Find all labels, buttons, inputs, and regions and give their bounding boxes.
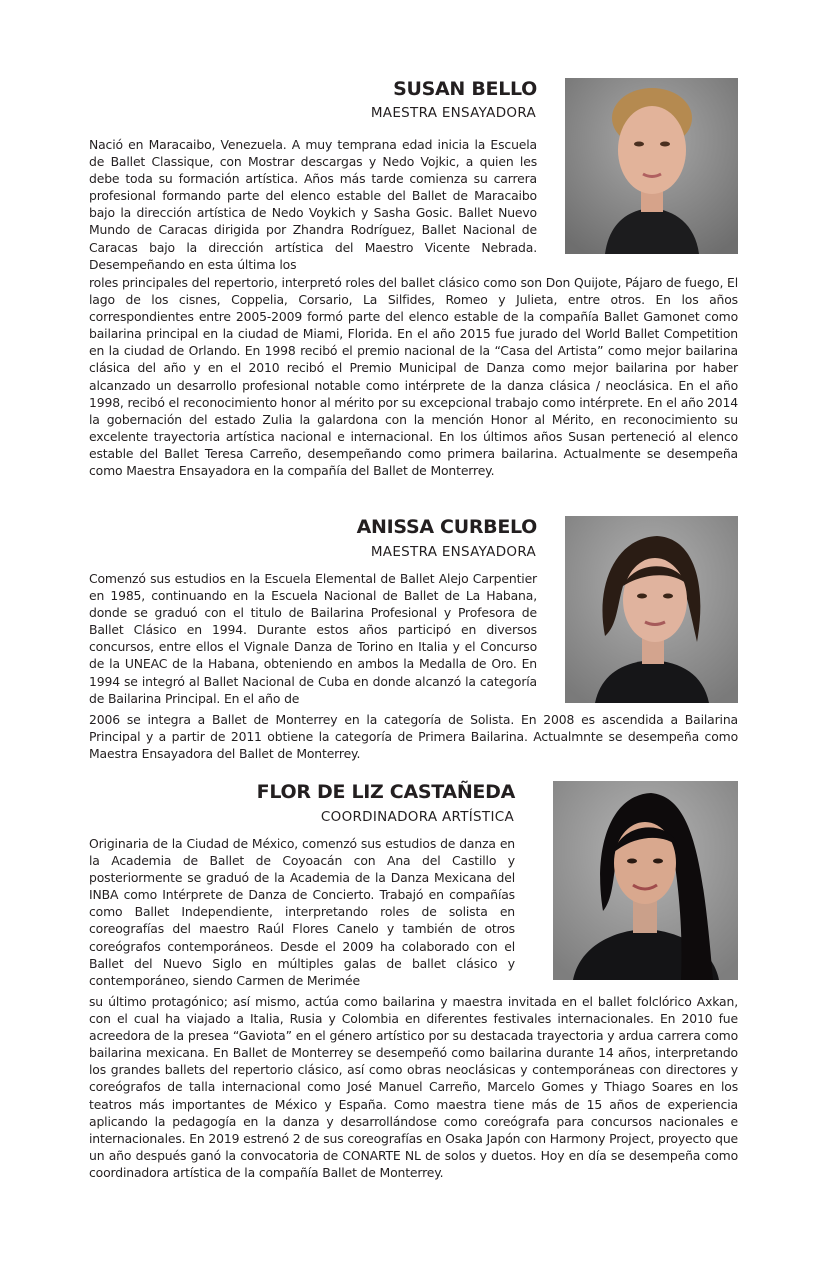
portrait-photo-susan-bello	[565, 78, 738, 254]
portrait-photo-anissa-curbelo	[565, 516, 738, 703]
bio-text-narrow: Originaria de la Ciudad de México, comenzó sus estudios de danza en la Academia de Ballet de Coyoacán con Ana del Castillo y posteriormente se graduó de la Academia de la Danza Mexicana del INBA como Intérprete de Danza de Concierto. Trabajó en compañías como Ballet Independiente, interpretando roles de solista en coreografías del maestro Raúl Flores Canelo y también de otros coreógrafos contemporáneos. Desde el 2009 ha colaborado con el Ballet del Nuevo Siglo en múltiples galas de ballet clásico y contemporáneo, siendo Carmen de Merimée	[89, 836, 515, 988]
bio-text-narrow: Comenzó sus estudios en la Escuela Elemental de Ballet Alejo Carpentier en 1985, continuando en la Escuela Nacional de Ballet de La Habana, donde se graduó con el titulo de Bailarina Profesional y Profesora de Ballet Clásico en 1994. Durante estos años participó en diversos concursos, entre ellos el Vignale Danza de Torino en Italia y el Concurso de la UNEAC de la Habana, obteniendo en ambos la Medalla de Oro. En 1994 se integró al Ballet Nacional de Cuba en donde alcanzó la categoría de Bailarina Principal. En el año de	[89, 571, 537, 706]
bio-text-wide: 2006 se integra a Ballet de Monterrey en la categoría de Solista. En 2008 es ascendida a Bailarina Principal y a partir de 2011 obtiene la categoría de Primera Bailarina. Actualmnte se desempeña como Maestra Ensayadora del Ballet de Monterrey.	[89, 712, 738, 762]
bio-text-narrow: Nació en Maracaibo, Venezuela. A muy temprana edad inicia la Escuela de Ballet Classique, con Mostrar descargas y Nedo Vojkic, a quien les debe toda su formación artística. Años más tarde comienza su carrera profesional formando parte del elenco estable del Ballet de Maracaibo bajo la dirección artística de Nedo Voykich y Sasha Gosic. Ballet Nuevo Mundo de Caracas dirigida por Zhandra Rodríguez, Ballet Nacional de Caracas bajo la dirección artística del Maestro Vicente Nebrada. Desempeñando en esta última los	[89, 137, 537, 272]
portrait-photo	[565, 78, 738, 254]
bio-text-wide: su último protagónico; así mismo, actúa como bailarina y maestra invitada en el ballet folclórico Axkan, con el cual ha viajado a Italia, Rusia y Colombia en diferentes festivales internacionales. En 2010 fue acreedora de la presea “Gaviota” en el género artístico por su destacada trayectoria y ardua carrera como bailarina mexicana. En Ballet de Monterrey se desempeñó como bailarina durante 14 años, interpretando los grandes ballets del repertorio clásico, así como obras neoclásicas y contemporáneas con directores y coreógrafos de talla internacional como José Manuel Carreño, Marcelo Gomes y Thiago Soares en los teatros más importantes de México y España. Como maestra tiene más de 15 años de experiencia aplicando la pedagogía en la danza y desarrollándose como coreógrafa para concursos nacionales e internacionales. En 2019 estrenó 2 de sus coreografías en Osaka Japón con Harmony Project, proyecto que un año después ganó la convocatoria de CONARTE NL de solos y duetos. Hoy en día se desempeña como coordinadora artística de la compañía Ballet de Monterrey.	[89, 994, 738, 1180]
profile-role: COORDINADORA ARTÍSTICA	[320, 809, 514, 825]
profile-name: FLOR DE LIZ CASTAÑEDA	[256, 781, 515, 803]
portrait-photo-flor-de-liz-castaneda	[553, 781, 738, 980]
profile-role: MAESTRA ENSAYADORA	[370, 105, 536, 121]
bio-text-wide: roles principales del repertorio, interpretó roles del ballet clásico como son Don Quijote, Pájaro de fuego, El lago de los cisnes, Coppelia, Corsario, La Silfides, Romeo y Julieta, entre otros. En los años correspondientes entre 2005-2009 formó parte del elenco estable de la compañía Ballet Gamonet como bailarina principal en la ciudad de Miami, Florida. En el año 2015 fue jurado del World Ballet Competition en la ciudad de Orlando. En 1998 recibó el premio nacional de la “Casa del Artista” como mejor bailarina clásica del año y en el 2010 recibó el Premio Municipal de Danza como mejor bailarina por haber alcanzado un desarrollo profesional notable como intérprete de la danza clásica / neoclásica. En el año 1998, recibó el reconocimiento honor al mérito por su excepcional trabajo como intérprete. En el año 2014 la gobernación del estado Zulia la galardona con la mención Honor al Mérito, en reconocimiento su excelente trayectoria artística nacional e internacional. En los últimos años Susan perteneció al elenco estable del Ballet Teresa Carreño, desempeñando como primera bailarina. Actualmente se desempeña como Maestra Ensayadora en la compañía del Ballet de Monterrey.	[89, 275, 739, 479]
profile-name: ANISSA CURBELO	[356, 516, 537, 538]
profile-role: MAESTRA ENSAYADORA	[370, 544, 536, 560]
portrait-photo	[565, 516, 738, 703]
profile-name: SUSAN BELLO	[393, 78, 537, 100]
portrait-photo	[553, 781, 738, 980]
